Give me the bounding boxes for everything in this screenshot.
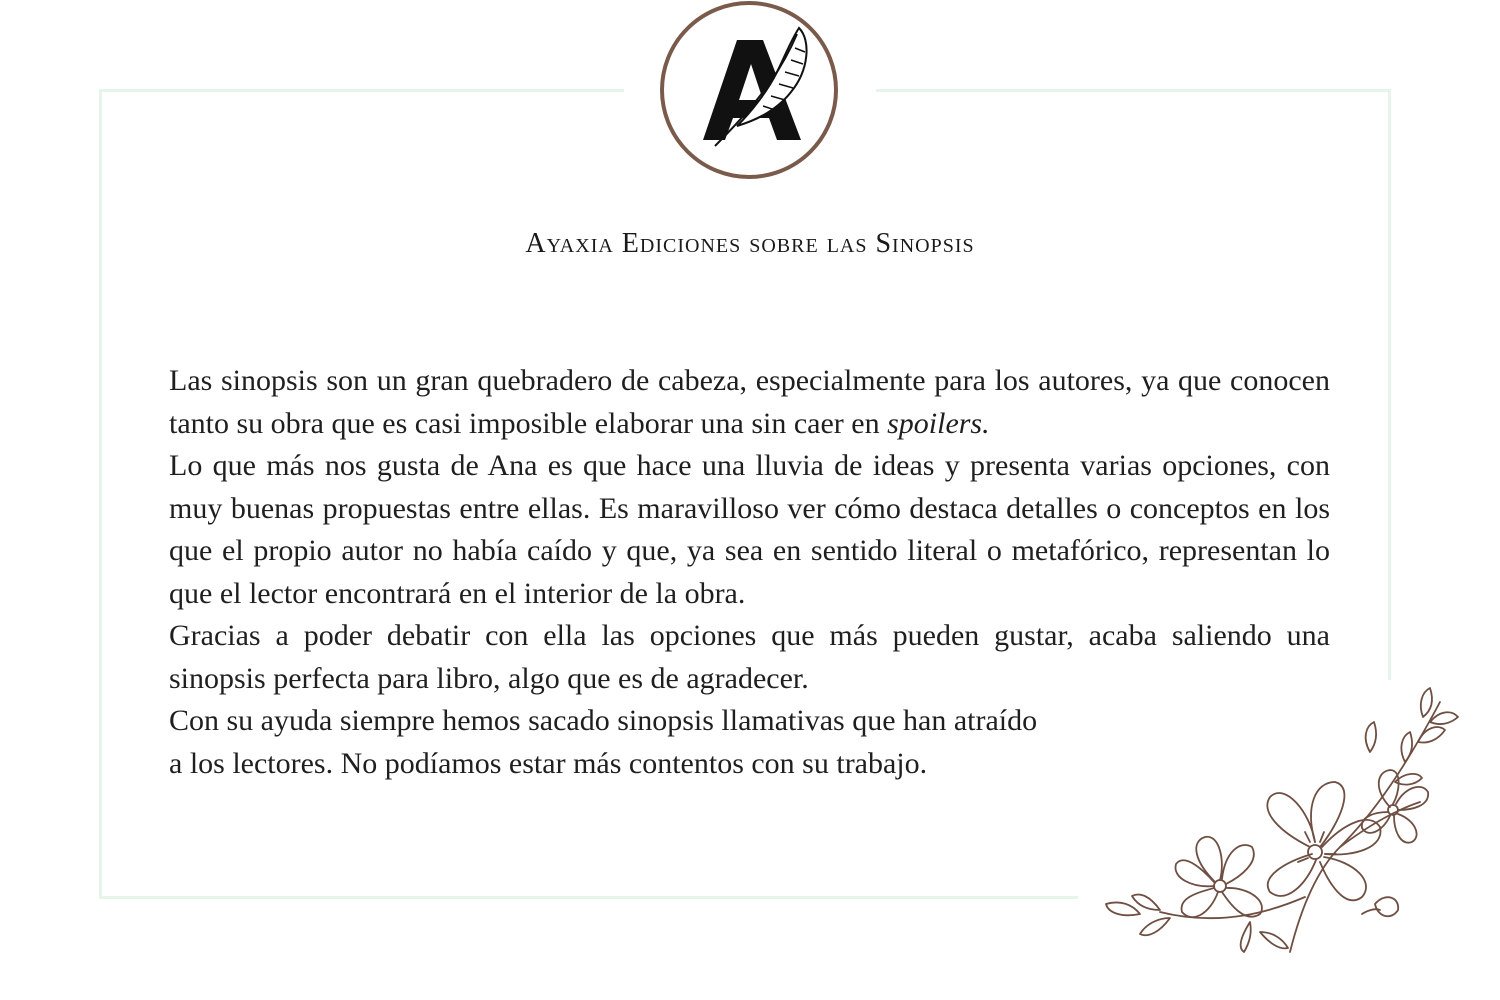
paragraph-line: Con su ayuda siempre hemos sacado sinopsis llamativas que han atraído <box>169 704 1038 737</box>
emphasis-text: spoilers. <box>887 406 990 440</box>
ayaxia-logo <box>659 0 839 180</box>
paragraph-1 <box>169 360 1330 445</box>
floral-ornament-icon <box>1100 682 1470 967</box>
paragraph-2: Lo que más nos gusta de Ana es que hace una lluvia de ideas y presenta varias opciones, con muy buenas propuestas entre ellas. Es maravilloso ver cómo destaca detalles o conceptos en los que el propio autor no había caído y que, ya sea en sentido literal o metafórico, representan lo que el lector encontrará en el interior de la obra. <box>169 449 1330 610</box>
paragraph-line: a los lectores. No podíamos estar más contentos con su trabajo. <box>169 746 928 780</box>
paragraph-3: Gracias a poder debatir con ella las opciones que más pueden gustar, acaba saliendo una sinopsis perfecta para libro, algo que es de agradecer. <box>169 619 1330 695</box>
page-title: Ayaxia Ediciones sobre las Sinopsis <box>525 228 975 259</box>
paragraph-text: Las sinopsis son un gran quebradero de cabeza, especialmente para los autores, ya que conocen tanto su obra que es casi imposible elaborar una sin caer en <box>169 364 1330 440</box>
